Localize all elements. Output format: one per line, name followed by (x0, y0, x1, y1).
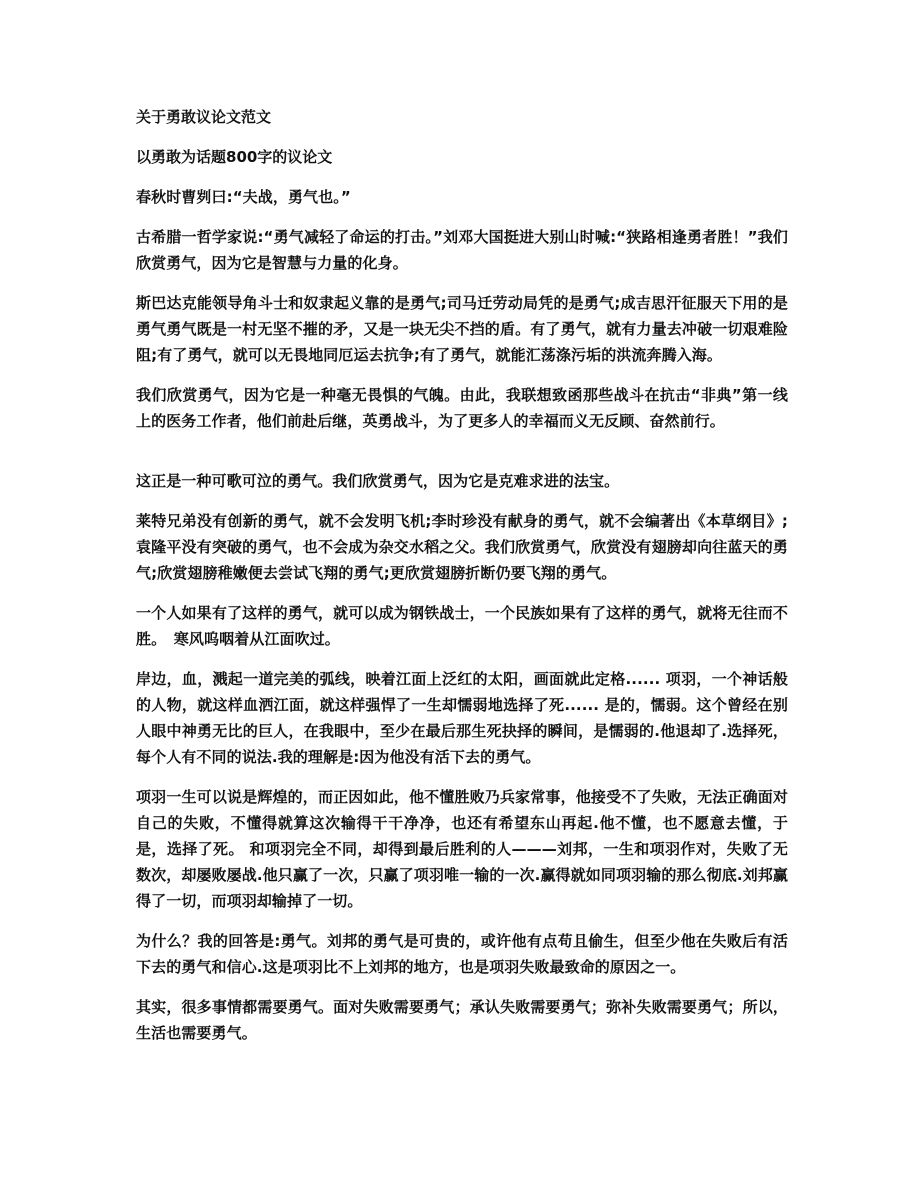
paragraph: 莱特兄弟没有创新的勇气，就不会发明飞机;李时珍没有献身的勇气，就不会编著出《本草纲目》;袁隆平没有突破的勇气，也不会成为杂交水稻之父。我们欣赏勇气，欣赏没有翅膀却向往蓝天的勇气;欣赏翅膀稚嫩便去尝试飞翔的勇气;更欣赏翅膀折断仍要飞翔的勇气。 (136, 512, 788, 582)
document-subtitle: 以勇敢为话题800字的议论文 (136, 148, 333, 166)
paragraph: 项羽一生可以说是辉煌的，而正因如此，他不懂胜败乃兵家常事，他接受不了失败，无法正确面对自己的失败，不懂得就算这次输得干干净净，也还有希望东山再起.他不懂，也不愿意去懂，于是，选择了死。 和项羽完全不同，却得到最后胜利的人———刘邦，一生和项羽作对，失败了无数次，却屡败屡战.他只赢了一次，只赢了项羽唯一输的一次.赢得就如同项羽输的那么彻底.刘邦赢得了一切，而项羽却输掉了一切。 (136, 788, 788, 910)
paragraph: 我们欣赏勇气，因为它是一种毫无畏惧的气魄。由此，我联想致函那些战斗在抗击“非典”第一线上的医务工作者，他们前赴后继，英勇战斗，为了更多人的幸福而义无反顾、奋然前行。 (136, 386, 788, 430)
paragraph: 斯巴达克能领导角斗士和奴隶起义靠的是勇气;司马迁劳动局凭的是勇气;成吉思汗征服天下用的是勇气勇气既是一村无坚不摧的矛，又是一块无尖不挡的盾。有了勇气，就有力量去冲破一切艰难险阻;有了勇气，就可以无畏地同厄运去抗争;有了勇气，就能汇荡涤污垢的洪流奔腾入海。 (136, 294, 788, 364)
document-title: 关于勇敢议论文范文 (136, 108, 272, 126)
paragraph: 这正是一种可歌可泣的勇气。我们欣赏勇气，因为它是克难求进的法宝。 (136, 472, 620, 490)
paragraph: 其实，很多事情都需要勇气。面对失败需要勇气；承认失败需要勇气；弥补失败需要勇气；所以，生活也需要勇气。 (136, 998, 788, 1042)
paragraph: 春秋时曹刿曰:“夫战，勇气也。” (136, 188, 351, 206)
paragraph: 一个人如果有了这样的勇气，就可以成为钢铁战士，一个民族如果有了这样的勇气，就将无往而不胜。 寒风呜咽着从江面吹过。 (136, 604, 788, 648)
paragraph: 为什么？我的回答是:勇气。刘邦的勇气是可贵的，或许他有点苟且偷生，但至少他在失败后有活下去的勇气和信心.这是项羽比不上刘邦的地方，也是项羽失败最致命的原因之一。 (136, 932, 788, 976)
document-page (136, 104, 788, 1060)
paragraph: 岸边，血，溅起一道完美的弧线，映着江面上泛红的太阳，画面就此定格...... 项羽，一个神话般的人物，就这样血洒江面，就这样强悍了一生却懦弱地选择了死...... 是的，懦弱。这个曾经在别人眼中神勇无比的巨人，在我眼中，至少在最后那生死抉择的瞬间，是懦弱的.他退却了.选择死，每个人有不同的说法.我的理解是:因为他没有活下去的勇气。 (136, 670, 788, 766)
paragraph: 古希腊一哲学家说:“勇气减轻了命运的打击。”刘邓大国挺进大别山时喊:“狭路相逢勇者胜！”我们欣赏勇气，因为它是智慧与力量的化身。 (136, 228, 788, 272)
